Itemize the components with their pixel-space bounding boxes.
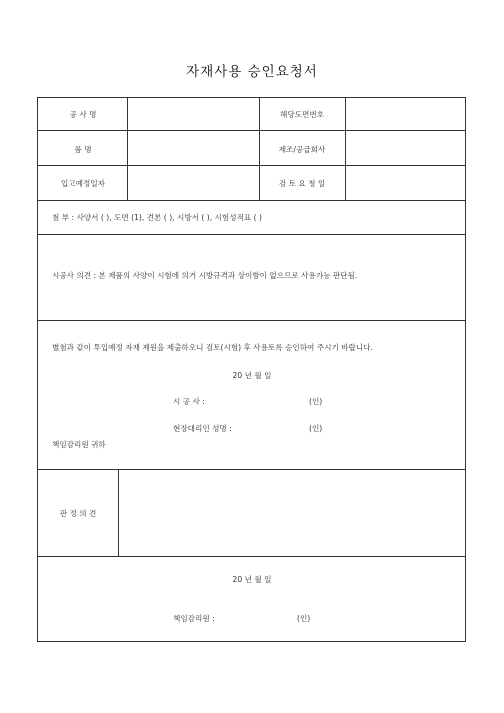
site-agent-seal: (인) (309, 424, 323, 433)
supervisor-label: 책임감리원 : (173, 614, 215, 623)
attachments-line: 첨 부 : 사양서 ( ), 도면 (1), 견본 ( ), 시방서 ( ), 시험성적표 ( ) (52, 213, 262, 222)
request-date: 20 년 월 일 (232, 371, 272, 380)
row-divider (38, 556, 465, 557)
column-divider (259, 98, 260, 200)
request-body: 별첨과 같이 투입예정 자재 제원을 제출하오니 검토(시험) 후 사용토록 승인하여 주시기 바랍니다. (52, 343, 373, 352)
judgment-label: 판 정 의 견 (59, 509, 97, 518)
judgment-date: 20 년 월 일 (232, 575, 272, 584)
row-divider (38, 320, 465, 321)
drawing-number-label: 해당도면번호 (279, 110, 325, 119)
row-divider (38, 469, 465, 470)
project-name-label: 공 사 명 (69, 110, 97, 119)
item-name-label: 품 명 (74, 145, 92, 154)
row-divider (38, 200, 465, 201)
review-date-label: 검 토 요 청 일 (278, 179, 326, 188)
manufacturer-label: 제조/공급회사 (278, 145, 326, 154)
contractor-seal: (인) (309, 397, 323, 406)
supervisor-seal: (인) (297, 614, 311, 623)
site-agent-label: 현장대리인 성명 : (173, 424, 232, 433)
addressee: 책임감리원 귀하 (52, 440, 106, 449)
column-divider (127, 98, 128, 200)
row-divider (38, 165, 465, 166)
approval-form-table (37, 97, 466, 642)
column-divider (345, 98, 346, 200)
scheduled-date-label: 입고예정일자 (60, 179, 106, 188)
row-divider (38, 234, 465, 235)
column-divider (118, 469, 119, 556)
row-divider (38, 130, 465, 131)
contractor-opinion: 시공사 의견 : 본 제품의 사양이 시험에 의거 시방규격과 상이함이 없으므로 사용가능 판단됨. (52, 271, 358, 280)
contractor-label: 시 공 사 : (173, 397, 205, 406)
document-title: 자재사용 승인요청서 (186, 64, 318, 80)
